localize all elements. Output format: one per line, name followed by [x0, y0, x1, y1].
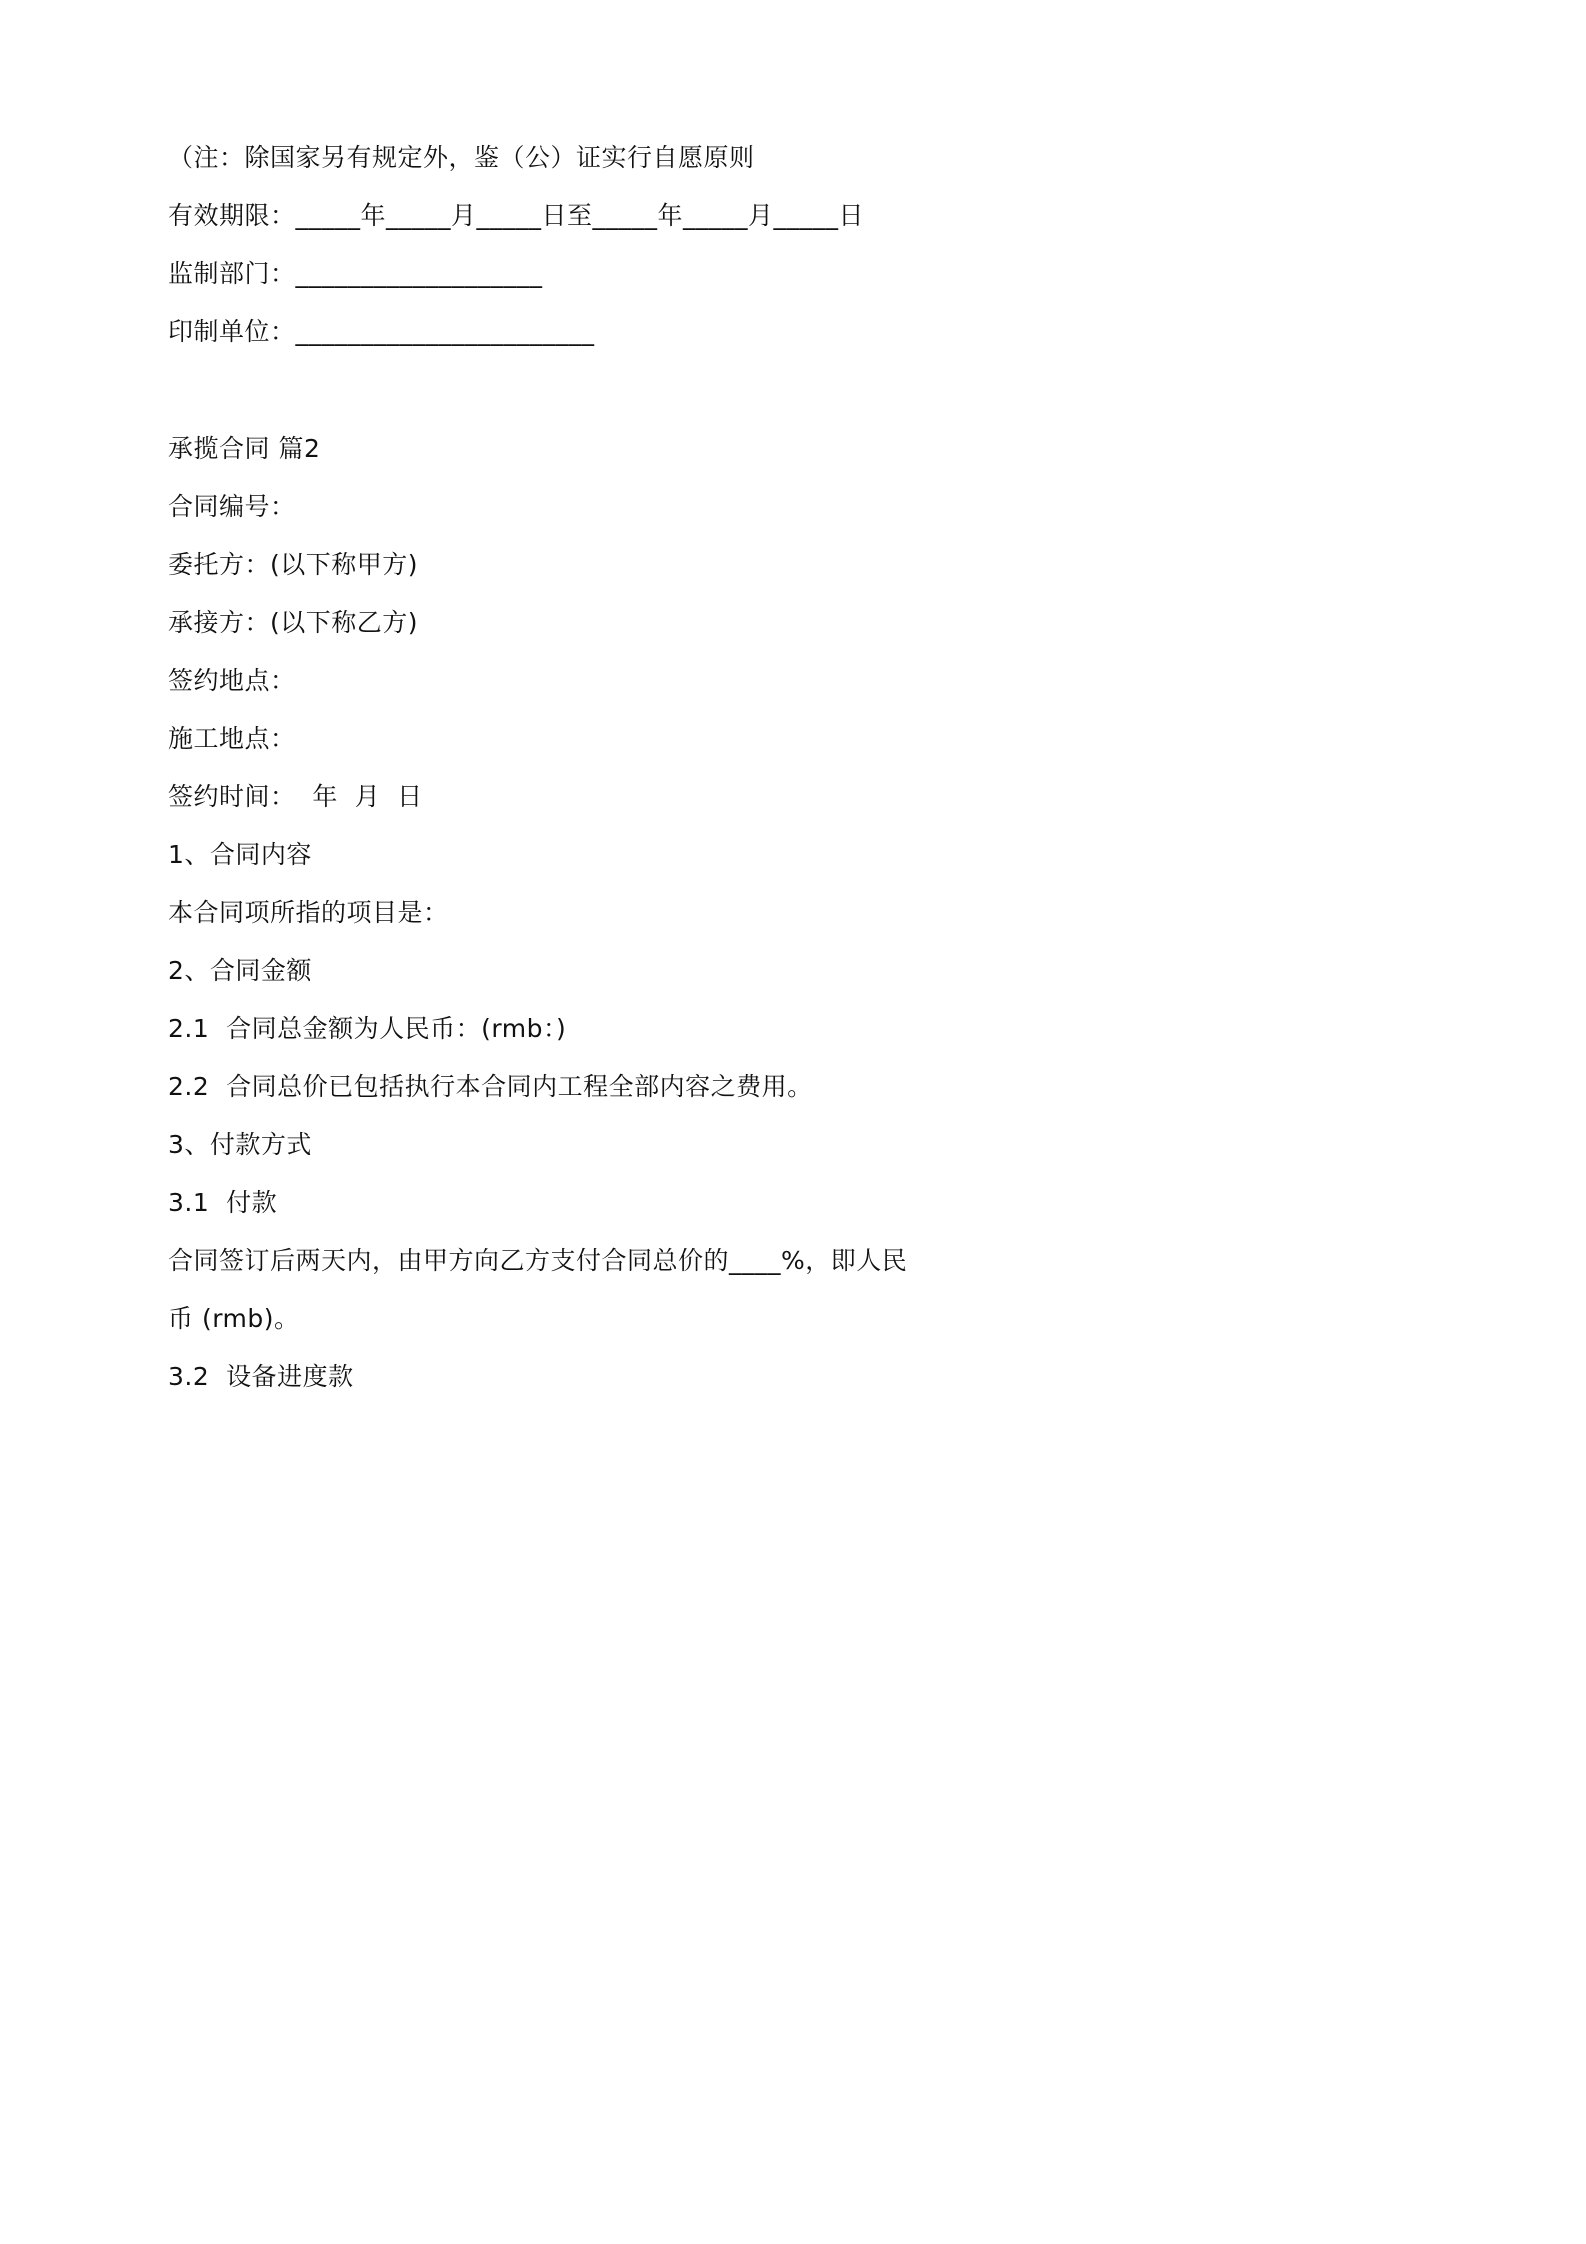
clause-3-1: 3.1 付款 [168, 1188, 278, 1217]
section-heading-contract-content: 1、合同内容 [168, 840, 312, 869]
payment-terms-continuation: 币 (rmb)。 [168, 1304, 300, 1333]
clause-3-2: 3.2 设备进度款 [168, 1362, 354, 1391]
project-description-line: 本合同项所指的项目是： [168, 898, 449, 927]
validity-period-line: 有效期限：_____年_____月_____日至_____年_____月_____日 [168, 201, 865, 230]
signing-date-line: 签约时间： 年 月 日 [168, 782, 423, 811]
clause-2-1: 2.1 合同总金额为人民币：(rmb：) [168, 1014, 567, 1043]
construction-location-line: 施工地点： [168, 724, 296, 753]
contract-number-line: 合同编号： [168, 492, 296, 521]
contract-title: 承揽合同 篇2 [168, 434, 321, 463]
section-heading-contract-amount: 2、合同金额 [168, 956, 312, 985]
payment-terms-line: 合同签订后两天内，由甲方向乙方支付合同总价的____%，即人民 [168, 1246, 908, 1275]
document-page [0, 0, 1102, 1559]
clause-2-2: 2.2 合同总价已包括执行本合同内工程全部内容之费用。 [168, 1072, 813, 1101]
printing-unit-line: 印制单位：_______________________ [168, 317, 595, 346]
note-line: （注：除国家另有规定外，鉴（公）证实行自愿原则 [168, 143, 755, 172]
contractor-party-line: 承接方：(以下称乙方) [168, 608, 419, 637]
signing-location-line: 签约地点： [168, 666, 296, 695]
client-party-line: 委托方：(以下称甲方) [168, 550, 419, 579]
supervising-department-line: 监制部门：___________________ [168, 259, 543, 288]
section-heading-payment-method: 3、付款方式 [168, 1130, 312, 1159]
